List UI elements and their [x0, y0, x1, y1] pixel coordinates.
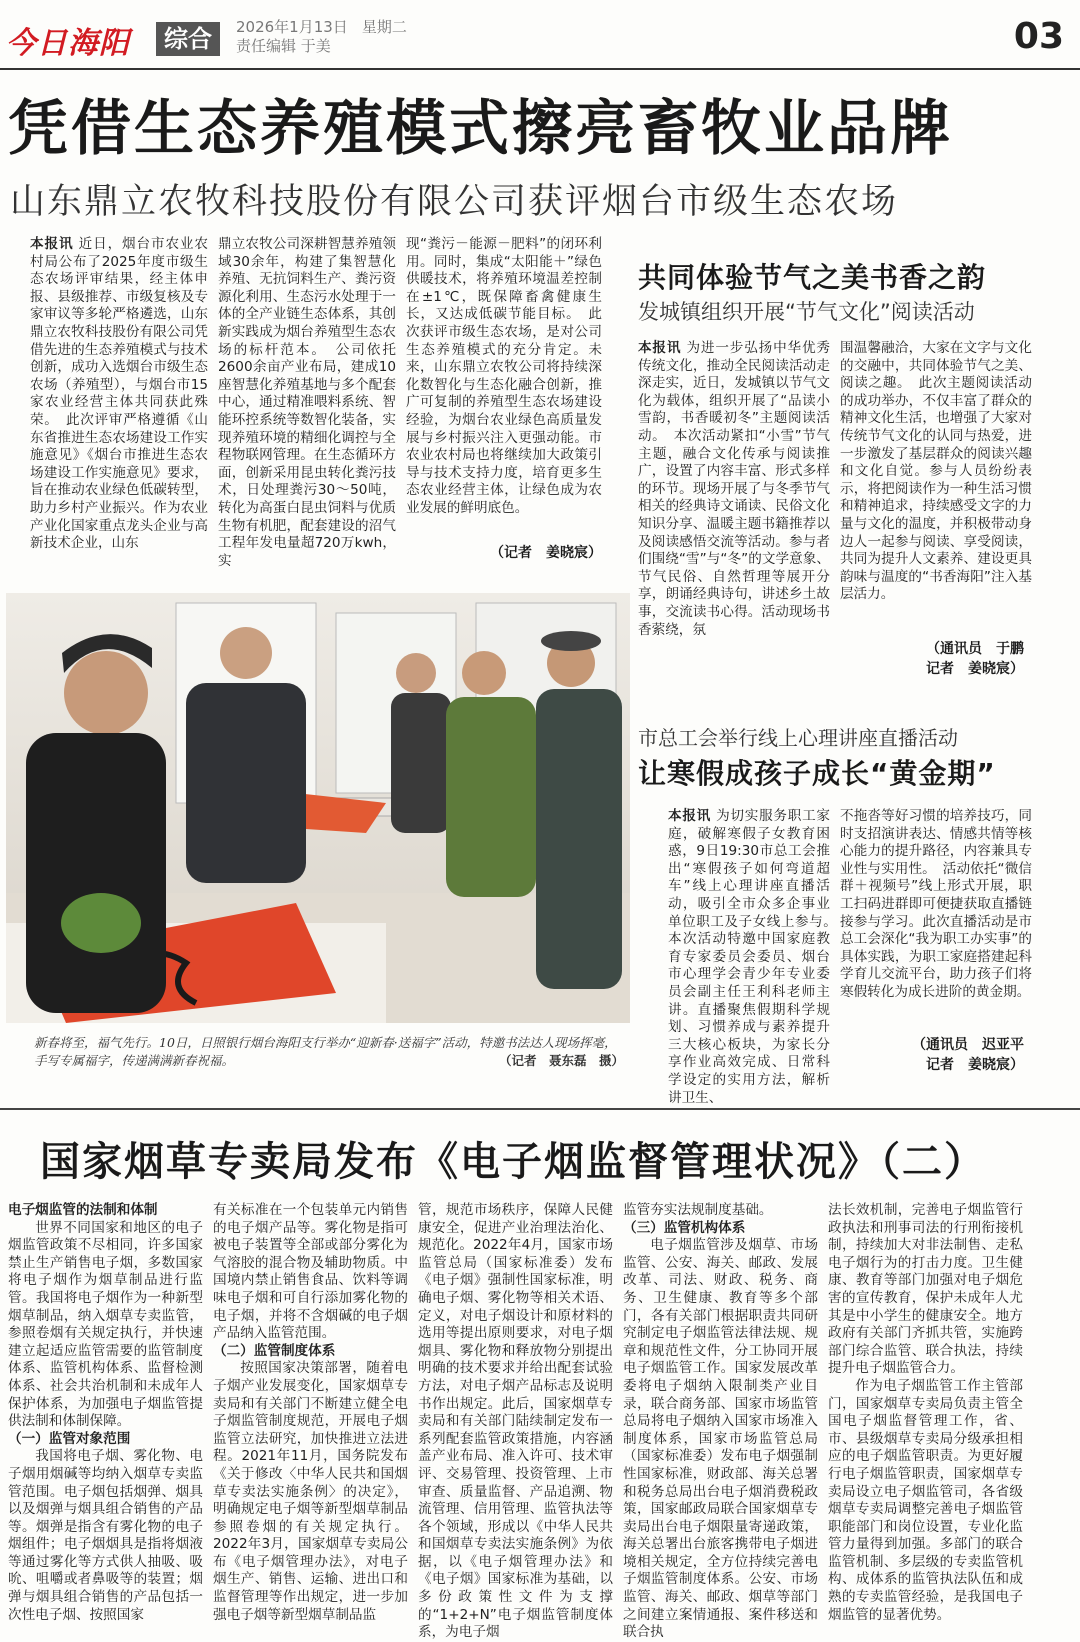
bottom-subhead-system: （二）监管制度体系	[213, 1342, 336, 1359]
bottom-text-5b: 作为电子烟监管工作主管部门，国家烟草专卖局负责主管全国电子烟监督管理工作，省、市、县级烟草专卖局分级承担相应的电子烟监管职责。为更好履行电子烟监管职责，国家烟草专卖局设立电子烟监管司，各省级烟草专卖局调整完善电子烟监管职能部门和岗位设置，专业化监管力量得到加强。多部门的联合监管机制、多层级的专卖监管机构、成体系的监管执法队伍和成熟的专卖监管经验，是我国电子烟监管的显著优势。	[828, 1377, 1023, 1623]
story3-kicker: 市总工会举行线上心理讲座直播活动	[638, 726, 958, 750]
story3-tag: 本报讯	[668, 808, 712, 824]
editor-credit: 责任编辑 于美	[236, 37, 331, 55]
story3-column-1	[668, 808, 844, 1106]
lead-column-1	[30, 236, 208, 566]
bottom-column-3	[418, 1202, 613, 1641]
lead-subheadline: 山东鼎立农牧科技股份有限公司获评烟台市级生态农场	[10, 182, 899, 222]
story3-text-2: 不拖沓等好习惯的培养技巧，同时支招演讲表达、情感共情等核心能力的提升路径，内容兼具专业性与实用性。 活动依托“微信群＋视频号”线上形式开展，职工扫码进群即可便捷获取直播链接参与学习。此次直播活动是市总工会深化“我为职工办实事”的具体实践，为职工家庭搭建起科学育儿交流平台，助力孩子们将寒假转化为成长进阶的黄金期。	[840, 808, 1032, 1000]
story2-column-1	[638, 340, 830, 676]
story3-column-2	[840, 808, 1032, 1030]
story3-headline: 让寒假成孩子成长“黄金期”	[638, 757, 996, 790]
bottom-text-1a: 世界不同国家和地区的电子烟监管政策不尽相同，许多国家禁止生产销售电子烟，多数国家将电子烟作为烟草制品进行监管。我国将电子烟作为一种新型烟草制品，纳入烟草专卖监管，参照卷烟有关规定执行，并快速建立起适应监管需要的监管制度体系、监管机构体系、监督检测体系、社会共治机制和未成年人保护体系，为加强电子烟监管提供法制和体制保障。	[8, 1219, 203, 1430]
bottom-subhead-agencies: （三）监管机构体系	[623, 1219, 746, 1236]
bottom-text-5a: 法长效机制，完善电子烟监管行政执法和刑事司法的行刑衔接机制，持续加大对非法制售、走私电子烟行为的打击力度。卫生健康、教育等部门加强对电子烟危害的宣传教育，保护未成年人尤其是中小学生的健康安全。地方政府有关部门齐抓共管，实施跨部门综合监管、联合执法，持续提升电子烟监管合力。	[828, 1202, 1023, 1377]
photo-caption-text: 新春将至，福气先行。10日，日照银行烟台海阳支行举办“迎新春·送福字”活动，特邀书法达人现场挥毫，手写专属福字，传递满满新春祝福。	[34, 1035, 617, 1068]
story2-column-2	[840, 340, 1032, 636]
story2-byline-journalist: 记者 姜晓宸）	[926, 661, 1024, 677]
bottom-text-1b: 我国将电子烟、雾化物、电子烟用烟碱等均纳入烟草专卖监管范围。电子烟包括烟弹、烟具以及烟弹与烟具组合销售的产品等。烟弹是指含有雾化物的电子烟组件；电子烟烟具是指将烟液等通过雾化等方式供人抽吸、吸吮、咀嚼或者鼻吸等的装置；烟弹与烟具组合销售的产品包括一次性电子烟、按照国家	[8, 1448, 203, 1623]
section-divider	[0, 1108, 1080, 1110]
bottom-text-3: 管，规范市场秩序，保障人民健康安全，促进产业治理法治化、规范化。2022年4月，国家市场监管总局（国家标准委）发布《电子烟》强制性国家标准，明确电子烟、雾化物等相关术语、定义，对电子烟设计和原材料的选用等提出原则要求，对电子烟烟具、雾化物和释放物分别提出明确的技术要求并给出配套试验方法，对电子烟产品标志及说明书作出规定。此后，国家烟草专卖局和有关部门陆续制定发布一系列配套监管政策措施，内容涵盖产业布局、准入许可、技术审评、交易管理、投资管理、上市审查、质量监督、产品追溯、物流管理、信用管理、监管执法等各个领域，形成以《中华人民共和国烟草专卖法实施条例》为依据，以《电子烟管理办法》和《电子烟》国家标准为基础，以多份政策性文件为支撑的“1+2+N”电子烟监管制度体系，为电子烟	[418, 1202, 613, 1641]
bottom-column-2	[213, 1202, 408, 1630]
story2-headline: 共同体验节气之美书香之韵	[638, 261, 987, 294]
page-number: 03	[1013, 16, 1064, 57]
story2-byline-reporter: （通讯员 于鹏	[926, 641, 1024, 657]
section-tag: 综合	[156, 22, 220, 56]
bottom-headline: 国家烟草专卖局发布《电子烟监督管理状况》（二）	[40, 1139, 986, 1185]
lead-text-3: 现“粪污－能源－肥料”的闭环利用。同时，集成“太阳能＋”绿色供暖技术，将养殖环境温差控制在±1℃，既保障畜禽健康生长，又达成低碳节能目标。 此次获评市级生态农场，是对公司生态养殖模式的充分肯定。未来，山东鼎立农牧公司将持续深化数智化与生态化融合创新，推广可复制的养殖型生态农场建设经验，为烟台农业绿色高质量发展与乡村振兴注入更强动能。市农业农村局也将继续加大政策引导与技术支持力度，培育更多生态农业经营主体，让绿色成为农业发展的鲜明底色。	[406, 236, 602, 516]
masthead-rule	[0, 68, 1080, 70]
calligraphy-scene-illustration	[6, 593, 630, 1023]
story3-byline-reporter: （通讯员 迟亚平	[912, 1037, 1024, 1053]
bottom-subhead-scope: （一）监管对象范围	[8, 1430, 131, 1447]
bottom-text-2b: 按照国家决策部署，随着电子烟产业发展变化，国家烟草专卖局和有关部门不断建立健全电子烟监管制度规范，开展电子烟监管立法研究，加快推进立法进程。2021年11月，国务院发布《关于修改〈中华人民共和国烟草专卖法实施条例〉的决定》，明确规定电子烟等新型烟草制品参照卷烟的有关规定执行。2022年3月，国家烟草专卖局公布《电子烟管理办法》，对电子烟生产、销售、运输、进出口和监督管理等作出规定，进一步加强电子烟等新型烟草制品监	[213, 1360, 408, 1623]
lead-column-2	[218, 236, 396, 569]
story2-byline	[840, 638, 1024, 678]
newspaper-logo: 今日海阳	[6, 26, 130, 61]
photo-credit: （记者 聂东磊 摄）	[498, 1053, 624, 1068]
story2-tag: 本报讯	[638, 340, 682, 356]
bottom-text-4a: 监管夯实法规制度基础。	[623, 1202, 773, 1218]
story3-byline-journalist: 记者 姜晓宸）	[926, 1057, 1024, 1073]
story3-byline	[840, 1034, 1024, 1074]
story2-text-2: 围温馨融洽，大家在文字与文化的交融中，共同体验节气之美、阅读之趣。 此次主题阅读活动的成功举办，不仅丰富了群众的精神文化生活，也增强了大家对传统节气文化的认同与热爱，进一步激发了基层群众的阅读兴趣和文化自觉。参与人员纷纷表示，将把阅读作为一种生活习惯和精神追求，持续感受文字的力量与文化的温度，并积极带动身边人一起参与阅读、享受阅读，共同为提升人文素养、建设更具韵味与温度的“书香海阳”注入基层活力。	[840, 340, 1032, 603]
issue-meta	[236, 18, 421, 56]
lead-byline: （记者 姜晓宸）	[490, 545, 602, 561]
bottom-column-5	[828, 1202, 1023, 1630]
lead-text-2: 鼎立农牧公司深耕智慧养殖领域30余年，构建了集智慧化养殖、无抗饲料生产、粪污资源化利用、生态污水处理于一体的全产业链生态体系，其创新实践成为烟台养殖型生态农场的标杆范本。 公司依托2600余亩产业布局，建成10座智慧化养殖基地与多个配套中心，通过精准喂料系统、智能环控系统等数智化装备，实现养殖环境的精细化调控与全程物联网管理。在生态循环方面，创新采用昆虫转化粪污技术，日处理粪污30～50吨，转化为高蛋白昆虫饲料与优质生物有机肥，配套建设的沼气工程年发电量超720万kwh，实	[218, 236, 396, 569]
photo-caption	[34, 1034, 624, 1070]
story2-subheadline: 发城镇组织开展“节气文化”阅读活动	[638, 300, 975, 324]
bottom-text-2a: 有关标准在一个包装单元内销售的电子烟产品等。雾化物是指可被电子装置等全部或部分雾化为气溶胶的混合物及辅助物质。中国境内禁止销售食品、饮料等调味电子烟和可自行添加雾化物的电子烟，并将不含烟碱的电子烟产品纳入监管范围。	[213, 1202, 408, 1342]
lead-tag: 本报讯	[30, 236, 74, 252]
issue-date: 2026年1月13日	[236, 18, 348, 36]
story3-text-1: 为切实服务职工家庭，破解寒假子女教育困惑，9日19:30市总工会推出“寒假孩子如何弯道超车”线上心理讲座直播活动，吸引全市众多企事业单位职工及子女线上参与。 本次活动特邀中国家庭教育专家委员会委员、烟台市心理学会青少年专业委员会副主任王利科老师主讲。直播聚焦假期科学规划、习惯养成与素养提升三大核心板块，为家长分享作业高效完成、日常科学设定的实用方法，解析讲卫生、	[668, 808, 844, 1106]
lead-text-1: 近日，烟台市农业农村局公布了2025年度市级生态农场评审结果，经主体申报、县级推荐、市级复核及专家审议等多轮严格遴选，山东鼎立农牧科技股份有限公司凭借先进的生态养殖模式与技术创新，成功入选烟台市级生态农场（养殖型），与烟台市15家农业经营主体共同获此殊荣。 此次评审严格遵循《山东省推进生态农场建设工作实施意见》《烟台市推进生态农场建设工作实施意见》要求，旨在推动农业绿色低碳转型，助力乡村产业振兴。作为农业产业化国家重点龙头企业与高新技术企业，山东	[30, 236, 208, 552]
bottom-column-1	[8, 1202, 203, 1630]
bottom-subhead-legal: 电子烟监管的法制和体制	[8, 1202, 158, 1218]
issue-weekday: 星期二	[361, 18, 407, 36]
news-photo	[6, 593, 630, 1023]
bottom-text-4b: 电子烟监管涉及烟草、市场监管、公安、海关、邮政、发展改革、司法、财政、税务、商务、卫生健康、教育等多个部门，各有关部门根据职责共同研究制定电子烟监管法律法规、规章和规范性文件，分工协同开展电子烟监管工作。国家发展改革委将电子烟纳入限制类产业目录，联合商务部、国家市场监管总局将电子烟纳入国家市场准入制度体系，国家市场监管总局（国家标准委）发布电子烟强制性国家标准，财政部、海关总署和税务总局出台电子烟消费税政策，国家邮政局联合国家烟草专卖局出台电子烟限量寄递政策，海关总署出台旅客携带电子烟进境相关规定，全方位持续完善电子烟监管制度体系。公安、市场监管、海关、邮政、烟草等部门之间建立案情通报、案件移送和联合执	[623, 1237, 818, 1641]
lead-headline: 凭借生态养殖模式擦亮畜牧业品牌	[8, 94, 953, 164]
lead-column-3	[406, 236, 602, 542]
bottom-column-4	[623, 1202, 818, 1641]
story2-text-1: 为进一步弘扬中华优秀传统文化，推动全民阅读活动走深走实，近日，发城镇以节气文化为载体，组织开展了“品读小雪韵，书香暖初冬”主题阅读活动。 本次活动紧扣“小雪”节气主题，融合文化传承与阅读推广，设置了内容丰富、形式多样的环节。现场开展了与冬季节气相关的经典诗文诵读、民俗文化知识分享、温暖主题书籍推荐以及阅读感悟交流等活动。参与者们围绕“雪”与“冬”的文学意象、节气民俗、自然哲理等展开分享，朗诵经典诗句，讲述乡土故事，交流读书心得。活动现场书香萦绕，氛	[638, 340, 831, 638]
